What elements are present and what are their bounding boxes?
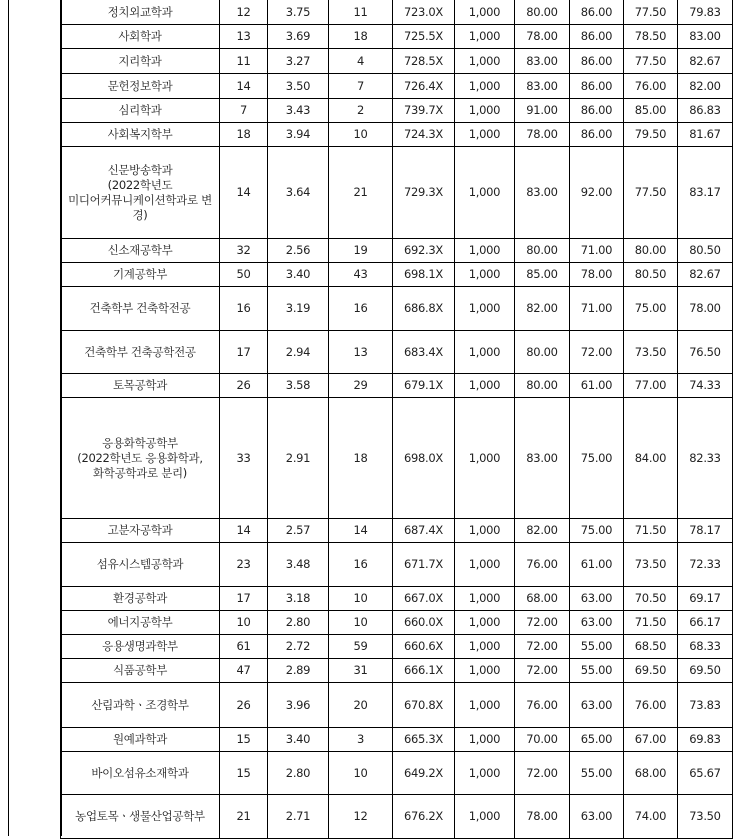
table-row [61, 239, 733, 263]
table-cell: 3 [329, 728, 393, 752]
table-cell: 83.00 [515, 74, 570, 99]
table-cell: 78.00 [515, 123, 570, 147]
department-name: 식품공학부 [61, 659, 220, 683]
table-cell: 76.50 [678, 331, 733, 374]
table-cell: 1,000 [455, 683, 515, 728]
table-cell: 83.00 [678, 25, 733, 49]
table-cell: 698.1X [393, 263, 455, 287]
table-cell: 2 [329, 99, 393, 123]
table-cell: 71.50 [624, 519, 678, 543]
table-cell: 15 [220, 752, 268, 795]
table-cell: 1,000 [455, 635, 515, 659]
table-cell: 19 [329, 239, 393, 263]
table-cell: 3.94 [268, 123, 329, 147]
table-cell: 7 [329, 74, 393, 99]
table-cell: 2.80 [268, 611, 329, 635]
table-cell: 76.00 [624, 683, 678, 728]
table-cell: 75.00 [624, 287, 678, 331]
table-cell: 86.00 [570, 74, 624, 99]
table-cell: 82.67 [678, 49, 733, 74]
table-cell: 666.1X [393, 659, 455, 683]
table-cell: 2.91 [268, 398, 329, 519]
department-name: 기계공학부 [61, 263, 220, 287]
table-cell: 66.17 [678, 611, 733, 635]
table-row [61, 611, 733, 635]
category-column [8, 0, 62, 836]
department-name: 신소재공학부 [61, 239, 220, 263]
table-cell: 686.8X [393, 287, 455, 331]
table-cell: 65.67 [678, 752, 733, 795]
department-name: 토목공학과 [61, 374, 220, 398]
table-cell: 726.4X [393, 74, 455, 99]
table-cell: 17 [220, 587, 268, 611]
department-name: 응용생명과학부 [61, 635, 220, 659]
table-cell: 73.50 [678, 795, 733, 839]
table-cell: 679.1X [393, 374, 455, 398]
table-cell: 79.50 [624, 123, 678, 147]
table-cell: 76.00 [515, 543, 570, 587]
table-cell: 61 [220, 635, 268, 659]
table-cell: 55.00 [570, 659, 624, 683]
table-cell: 1,000 [455, 728, 515, 752]
department-name: 응용화학공학부 (2022학년도 응용화학과, 화학공학과로 분리) [61, 398, 220, 519]
table-cell: 3.19 [268, 287, 329, 331]
table-cell: 76.00 [515, 683, 570, 728]
table-cell: 86.00 [570, 49, 624, 74]
table-cell: 671.7X [393, 543, 455, 587]
table-cell: 26 [220, 683, 268, 728]
table-cell: 83.00 [515, 398, 570, 519]
table-cell: 83.00 [515, 49, 570, 74]
table-cell: 75.00 [570, 398, 624, 519]
table-cell: 82.67 [678, 263, 733, 287]
table-cell: 18 [220, 123, 268, 147]
table-cell: 729.3X [393, 147, 455, 239]
table-cell: 1,000 [455, 74, 515, 99]
table-cell: 29 [329, 374, 393, 398]
table-cell: 1,000 [455, 398, 515, 519]
table-cell: 68.00 [624, 752, 678, 795]
table-cell: 1,000 [455, 795, 515, 839]
table-cell: 81.67 [678, 123, 733, 147]
department-name: 정치외교학과 [61, 0, 220, 25]
table-cell: 687.4X [393, 519, 455, 543]
table-cell: 78.00 [515, 795, 570, 839]
table-cell: 86.00 [570, 0, 624, 25]
table-cell: 86.83 [678, 99, 733, 123]
table-cell: 17 [220, 331, 268, 374]
table-cell: 1,000 [455, 49, 515, 74]
table-row [61, 331, 733, 374]
table-cell: 15 [220, 728, 268, 752]
table-cell: 63.00 [570, 683, 624, 728]
table-cell: 14 [220, 74, 268, 99]
table-cell: 33 [220, 398, 268, 519]
table-cell: 73.50 [624, 331, 678, 374]
table-cell: 2.80 [268, 752, 329, 795]
table-cell: 11 [220, 49, 268, 74]
table-cell: 65.00 [570, 728, 624, 752]
table-cell: 72.00 [515, 659, 570, 683]
table-cell: 21 [329, 147, 393, 239]
department-name: 신문방송학과 (2022학년도 미디어커뮤니케이션학과로 변경) [61, 147, 220, 239]
table-cell: 47 [220, 659, 268, 683]
table-cell: 55.00 [570, 752, 624, 795]
department-name: 섬유시스템공학과 [61, 543, 220, 587]
table-cell: 3.64 [268, 147, 329, 239]
table-cell: 83.17 [678, 147, 733, 239]
table-cell: 2.56 [268, 239, 329, 263]
department-name: 건축학부 건축공학전공 [61, 331, 220, 374]
table-cell: 61.00 [570, 543, 624, 587]
table-cell: 728.5X [393, 49, 455, 74]
table-cell: 80.00 [515, 374, 570, 398]
table-cell: 667.0X [393, 587, 455, 611]
table-cell: 72.00 [515, 752, 570, 795]
table-cell: 11 [329, 0, 393, 25]
department-name: 심리학과 [61, 99, 220, 123]
table-cell: 14 [220, 519, 268, 543]
table-cell: 77.50 [624, 0, 678, 25]
table-row [61, 683, 733, 728]
table-cell: 70.50 [624, 587, 678, 611]
table-cell: 55.00 [570, 635, 624, 659]
table-cell: 92.00 [570, 147, 624, 239]
department-name: 에너지공학부 [61, 611, 220, 635]
table-cell: 3.50 [268, 74, 329, 99]
table-cell: 31 [329, 659, 393, 683]
table-cell: 3.40 [268, 728, 329, 752]
table-cell: 1,000 [455, 519, 515, 543]
table-cell: 61.00 [570, 374, 624, 398]
table-cell: 77.00 [624, 374, 678, 398]
table-cell: 63.00 [570, 611, 624, 635]
table-row [61, 398, 733, 519]
table-cell: 1,000 [455, 543, 515, 587]
table-row [61, 0, 733, 25]
table-cell: 10 [220, 611, 268, 635]
table-cell: 1,000 [455, 25, 515, 49]
table-cell: 73.83 [678, 683, 733, 728]
table-cell: 73.50 [624, 543, 678, 587]
table-cell: 23 [220, 543, 268, 587]
department-name: 원예과학과 [61, 728, 220, 752]
table-cell: 78.50 [624, 25, 678, 49]
table-cell: 79.83 [678, 0, 733, 25]
table-cell: 3.18 [268, 587, 329, 611]
table-cell: 1,000 [455, 659, 515, 683]
table-cell: 80.00 [515, 0, 570, 25]
table-cell: 3.48 [268, 543, 329, 587]
table-cell: 10 [329, 611, 393, 635]
table-cell: 676.2X [393, 795, 455, 839]
table-cell: 723.0X [393, 0, 455, 25]
table-cell: 80.50 [624, 263, 678, 287]
table-cell: 2.94 [268, 331, 329, 374]
table-cell: 70.00 [515, 728, 570, 752]
table-cell: 1,000 [455, 611, 515, 635]
table-cell: 3.75 [268, 0, 329, 25]
table-cell: 72.00 [515, 611, 570, 635]
department-name: 사회복지학부 [61, 123, 220, 147]
table-cell: 86.00 [570, 25, 624, 49]
table-cell: 43 [329, 263, 393, 287]
table-cell: 16 [329, 287, 393, 331]
table-cell: 670.8X [393, 683, 455, 728]
table-cell: 3.27 [268, 49, 329, 74]
table-cell: 80.00 [515, 331, 570, 374]
table-cell: 1,000 [455, 147, 515, 239]
table-cell: 649.2X [393, 752, 455, 795]
table-cell: 26 [220, 374, 268, 398]
table-cell: 72.00 [515, 635, 570, 659]
table-row [61, 519, 733, 543]
table-cell: 80.00 [624, 239, 678, 263]
table-cell: 68.00 [515, 587, 570, 611]
table-cell: 1,000 [455, 239, 515, 263]
table-cell: 67.00 [624, 728, 678, 752]
table-cell: 1,000 [455, 0, 515, 25]
table-cell: 13 [220, 25, 268, 49]
table-cell: 76.00 [624, 74, 678, 99]
table-cell: 1,000 [455, 587, 515, 611]
table-row [61, 25, 733, 49]
table-cell: 78.00 [570, 263, 624, 287]
table-cell: 18 [329, 398, 393, 519]
table-cell: 3.58 [268, 374, 329, 398]
table-cell: 10 [329, 123, 393, 147]
table-cell: 660.0X [393, 611, 455, 635]
table-cell: 68.33 [678, 635, 733, 659]
table-cell: 692.3X [393, 239, 455, 263]
table-cell: 1,000 [455, 752, 515, 795]
department-name: 사회학과 [61, 25, 220, 49]
table-cell: 665.3X [393, 728, 455, 752]
table-cell: 16 [220, 287, 268, 331]
table-cell: 21 [220, 795, 268, 839]
table-cell: 2.57 [268, 519, 329, 543]
table-cell: 14 [220, 147, 268, 239]
department-name: 바이오섬유소재학과 [61, 752, 220, 795]
table-cell: 724.3X [393, 123, 455, 147]
table-cell: 3.40 [268, 263, 329, 287]
table-cell: 82.00 [678, 74, 733, 99]
table-cell: 14 [329, 519, 393, 543]
table-row [61, 752, 733, 795]
department-name: 산림과학ㆍ조경학부 [61, 683, 220, 728]
table-cell: 18 [329, 25, 393, 49]
department-name: 농업토목ㆍ생물산업공학부 [61, 795, 220, 839]
table-cell: 71.50 [624, 611, 678, 635]
table-row [61, 99, 733, 123]
table-cell: 683.4X [393, 331, 455, 374]
table-cell: 3.69 [268, 25, 329, 49]
table-row [61, 543, 733, 587]
table-cell: 10 [329, 752, 393, 795]
table-cell: 84.00 [624, 398, 678, 519]
table-cell: 69.50 [624, 659, 678, 683]
table-row [61, 374, 733, 398]
table-cell: 7 [220, 99, 268, 123]
table-cell: 69.50 [678, 659, 733, 683]
table-cell: 698.0X [393, 398, 455, 519]
table-cell: 80.00 [515, 239, 570, 263]
table-cell: 72.33 [678, 543, 733, 587]
table-row [61, 635, 733, 659]
table-cell: 12 [220, 0, 268, 25]
table-cell: 1,000 [455, 287, 515, 331]
table-cell: 660.6X [393, 635, 455, 659]
table-cell: 82.00 [515, 287, 570, 331]
table-cell: 16 [329, 543, 393, 587]
table-cell: 20 [329, 683, 393, 728]
department-name: 환경공학과 [61, 587, 220, 611]
table-cell: 74.33 [678, 374, 733, 398]
table-cell: 71.00 [570, 287, 624, 331]
table-cell: 1,000 [455, 374, 515, 398]
table-row [61, 74, 733, 99]
table-cell: 725.5X [393, 25, 455, 49]
table-row [61, 49, 733, 74]
table-row [61, 147, 733, 239]
department-name: 지리학과 [61, 49, 220, 74]
department-name: 건축학부 건축학전공 [61, 287, 220, 331]
table-cell: 2.89 [268, 659, 329, 683]
table-cell: 63.00 [570, 587, 624, 611]
table-cell: 74.00 [624, 795, 678, 839]
table-cell: 78.00 [515, 25, 570, 49]
table-cell: 3.96 [268, 683, 329, 728]
table-cell: 3.43 [268, 99, 329, 123]
table-row [61, 287, 733, 331]
table-cell: 32 [220, 239, 268, 263]
table-cell: 86.00 [570, 123, 624, 147]
department-name: 문헌정보학과 [61, 74, 220, 99]
table-cell: 85.00 [624, 99, 678, 123]
table-cell: 82.00 [515, 519, 570, 543]
table-cell: 10 [329, 587, 393, 611]
table-cell: 77.50 [624, 49, 678, 74]
table-cell: 68.50 [624, 635, 678, 659]
table-cell: 82.33 [678, 398, 733, 519]
table-cell: 71.00 [570, 239, 624, 263]
table-cell: 80.50 [678, 239, 733, 263]
table-cell: 1,000 [455, 123, 515, 147]
table-cell: 69.17 [678, 587, 733, 611]
table-cell: 739.7X [393, 99, 455, 123]
table-row [61, 795, 733, 839]
table-cell: 4 [329, 49, 393, 74]
admission-results-table [60, 0, 733, 839]
table-row [61, 123, 733, 147]
table-cell: 86.00 [570, 99, 624, 123]
department-name: 고분자공학과 [61, 519, 220, 543]
table-cell: 85.00 [515, 263, 570, 287]
table-row [61, 587, 733, 611]
table-cell: 75.00 [570, 519, 624, 543]
table-cell: 63.00 [570, 795, 624, 839]
table-cell: 1,000 [455, 331, 515, 374]
table-cell: 78.00 [678, 287, 733, 331]
table-cell: 83.00 [515, 147, 570, 239]
table-cell: 72.00 [570, 331, 624, 374]
table-cell: 91.00 [515, 99, 570, 123]
table-cell: 77.50 [624, 147, 678, 239]
table-row [61, 263, 733, 287]
table-cell: 2.72 [268, 635, 329, 659]
table-cell: 12 [329, 795, 393, 839]
table-cell: 1,000 [455, 99, 515, 123]
table-cell: 50 [220, 263, 268, 287]
table-cell: 78.17 [678, 519, 733, 543]
table-cell: 13 [329, 331, 393, 374]
table-cell: 69.83 [678, 728, 733, 752]
table-row [61, 659, 733, 683]
table-cell: 59 [329, 635, 393, 659]
table-cell: 1,000 [455, 263, 515, 287]
table-row [61, 728, 733, 752]
table-cell: 2.71 [268, 795, 329, 839]
